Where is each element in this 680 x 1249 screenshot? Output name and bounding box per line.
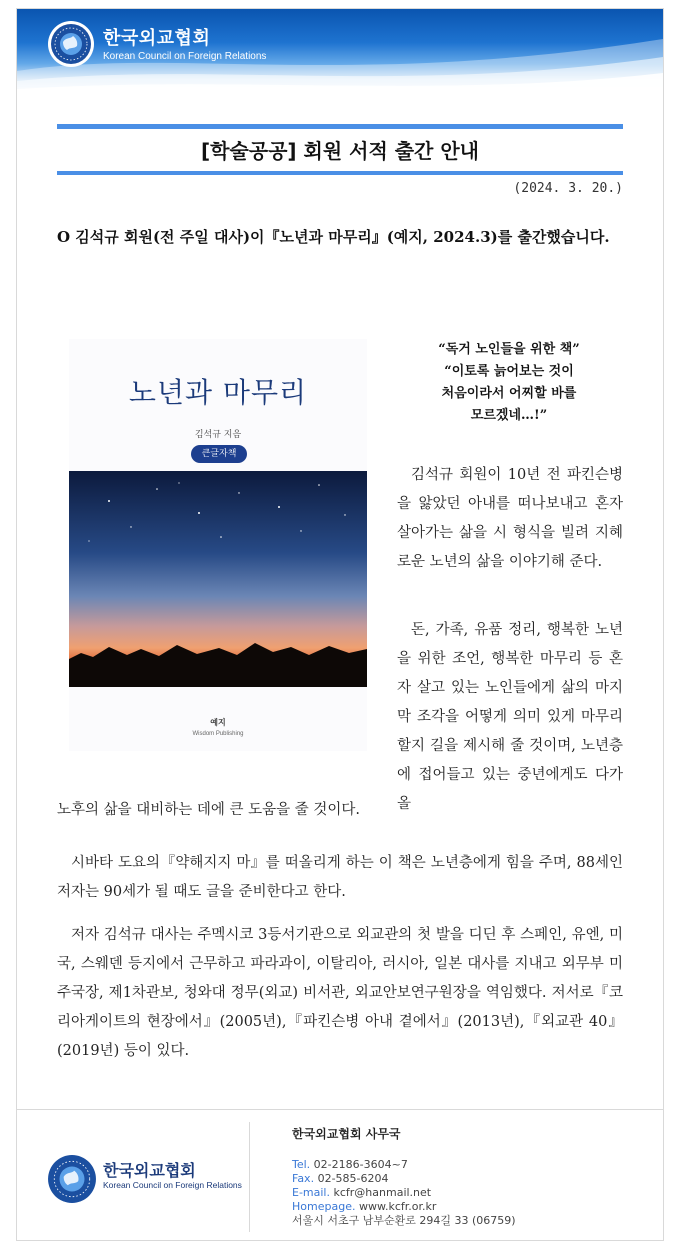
footer-tel-value: 02-2186-3604~7 xyxy=(313,1158,408,1171)
footer-email-label: E-mail. xyxy=(292,1186,330,1199)
body-paragraph-continuation: 노후의 삶을 대비하는 데에 큰 도움을 줄 것이다. xyxy=(57,802,361,818)
notice-title: [학술공공] 회원 서적 출간 안내 xyxy=(201,139,479,163)
title-bottom-bar xyxy=(57,171,623,175)
footer-email-link[interactable]: kcfr@hanmail.net xyxy=(333,1186,432,1199)
quote-line: 모르겠네…!” xyxy=(470,408,548,423)
notice-date: (2024. 3. 20.) xyxy=(513,181,623,196)
body-paragraph-text: 돈, 가족, 유품 정리, 행복한 노년을 위한 조언, 행복한 마무리 등 혼자 살고 있는 노인들에게 삶의 마지막 조각을 어떻게 의미 있게 마무리할지 길을 제시해 줄 것이며, 노년층에 접어들고 있는 중년에게도 다가올 xyxy=(397,622,623,812)
header-org-korean: 한국외교협회 xyxy=(103,28,211,49)
footer-org-english: Korean Council on Foreign Relations xyxy=(103,1180,242,1190)
newsletter-frame xyxy=(16,8,664,1241)
book-cover-image xyxy=(69,339,367,751)
footer-homepage-label: Homepage. xyxy=(292,1200,356,1213)
footer-fax xyxy=(292,1172,652,1186)
body-paragraph xyxy=(397,616,623,819)
footer-fax-label: Fax. xyxy=(292,1172,315,1185)
book-cover-publisher: 예지 xyxy=(210,718,226,727)
quote-line: “이토록 늙어보는 것이 xyxy=(444,364,574,379)
book-cover-author: 김석규 지음 xyxy=(194,430,242,440)
body-paragraph-text: 저자 김석규 대사는 주멕시코 3등서기관으로 외교관의 첫 발을 디딘 후 스페인, 유엔, 미국, 스웨덴 등지에서 근무하고 파라과이, 이탈리아, 러시아, 일본 대사를 지내고 외무부 미주국장, 제1차관보, 청와대 정무(외교) 비서관, 외교안보연구원장을 역임했다. 저서로『코리아게이트의 현장에서』(2005년),『파킨슨병 아내 곁에서』(2013년),『외교관 40』(2019년) 등이 있다. xyxy=(57,927,623,1059)
footer-contact-info xyxy=(292,1125,652,1228)
body-paragraph xyxy=(57,921,623,1066)
header-org-english: Korean Council on Foreign Relations xyxy=(103,51,267,62)
footer-homepage-link[interactable]: www.kcfr.or.kr xyxy=(358,1200,437,1213)
footer-globe-logo-icon xyxy=(47,1154,97,1204)
book-cover-title: 노년과 마무리 xyxy=(128,376,308,409)
book-cover-publisher-english: Wisdom Publishing xyxy=(192,731,244,737)
header-banner xyxy=(17,9,663,97)
footer-homepage xyxy=(292,1200,652,1214)
title-top-bar xyxy=(57,124,623,129)
body-paragraph xyxy=(57,849,623,907)
footer-org-korean: 한국외교협회 xyxy=(103,1161,196,1180)
body-paragraph xyxy=(397,461,623,577)
footer-tel xyxy=(292,1158,652,1172)
book-cover-badge: 큰글자책 xyxy=(191,445,247,463)
quote-line: “독거 노인들을 위한 책” xyxy=(438,342,580,357)
footer-fax-value: 02-585-6204 xyxy=(317,1172,389,1185)
footer xyxy=(17,1109,663,1241)
footer-office-name: 한국외교협회 사무국 xyxy=(292,1127,401,1141)
body-paragraph-text: 시바타 도요의『약해지지 마』를 떠올리게 하는 이 책은 노년층에게 힘을 주며, 88세인 저자는 90세가 될 때도 글을 준비한다고 한다. xyxy=(57,855,623,900)
book-quote xyxy=(397,339,621,427)
kcfr-globe-logo-icon xyxy=(47,20,95,68)
footer-divider xyxy=(249,1122,250,1232)
quote-line: 처음이라서 어찌할 바를 xyxy=(441,386,577,401)
footer-email xyxy=(292,1186,652,1200)
footer-tel-label: Tel. xyxy=(292,1158,311,1171)
book-cover-dusk-photo xyxy=(69,471,367,687)
footer-address: 서울시 서초구 남부순환로 294길 33 (06759) xyxy=(292,1214,516,1227)
lead-sentence: O 김석규 회원(전 주일 대사)이『노년과 마무리』(예지, 2024.3)를 출간했습니다. xyxy=(57,228,610,246)
body-paragraph-text: 김석규 회원이 10년 전 파킨슨병을 앓았던 아내를 떠나보내고 혼자 살아가는 삶을 시 형식을 빌려 지혜로운 노년의 삶을 이야기해 준다. xyxy=(397,467,623,570)
